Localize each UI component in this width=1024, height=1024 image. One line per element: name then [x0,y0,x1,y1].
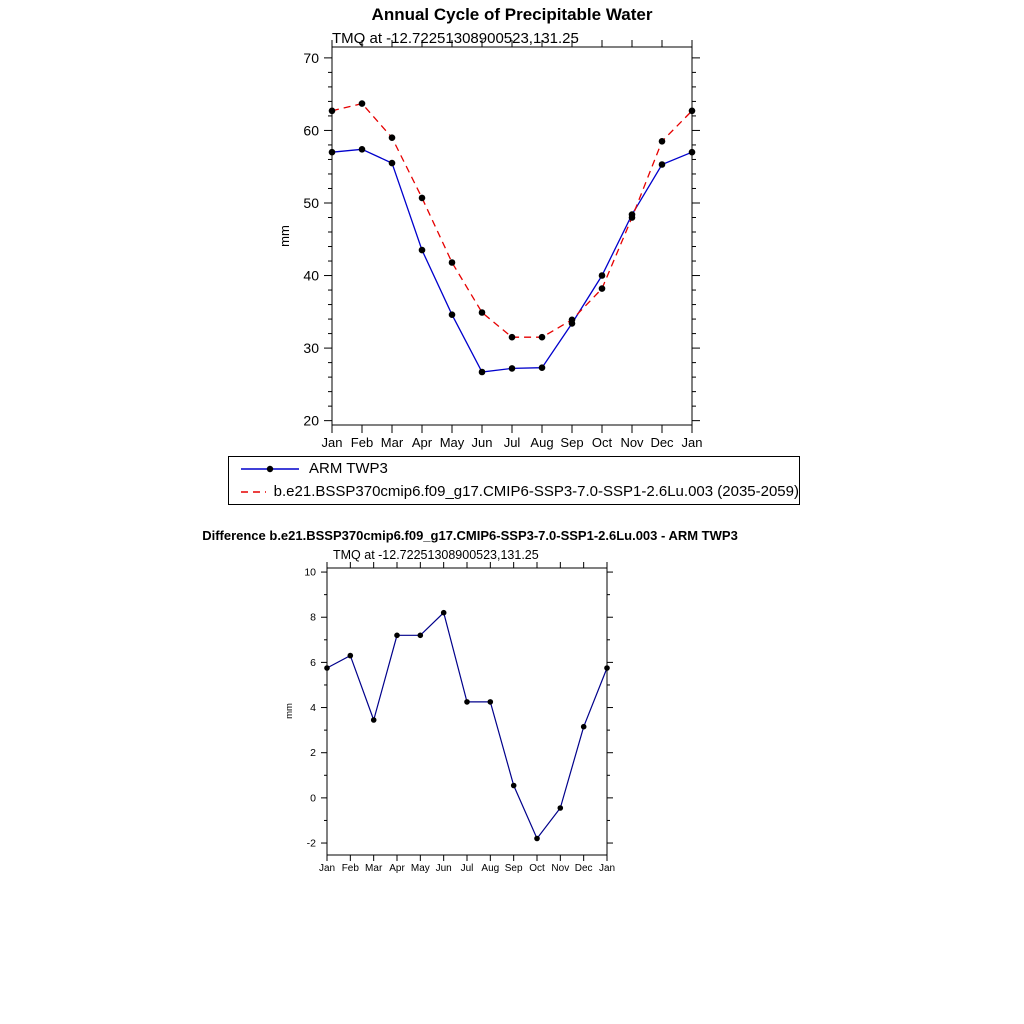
x-tick-label: Jan [318,863,336,874]
data-point [599,285,606,292]
y-axis-label: mm [277,225,292,247]
data-point [534,836,540,842]
data-point [449,259,456,266]
data-point [389,134,396,141]
data-point [371,717,377,723]
data-point [418,633,424,639]
data-point [599,272,606,279]
legend-label-arm-twp3: ARM TWP3 [309,460,388,477]
data-point [539,334,546,341]
plot-frame [327,568,607,855]
data-point [659,161,666,168]
data-point [359,146,366,153]
x-tick-label: Jan [598,863,616,874]
x-tick-label: May [439,435,465,450]
x-tick-label: Nov [551,863,570,874]
x-tick-label: Jul [460,863,474,874]
data-point [329,149,336,156]
x-tick-label: Dec [574,863,593,874]
data-point [441,610,447,616]
x-tick-label: Oct [529,863,545,874]
data-point [464,699,470,705]
x-tick-label: Mar [365,863,383,874]
legend-item-arm-twp3 [239,458,799,480]
y-tick-label: 0 [310,792,316,805]
legend-line-sample-model [239,485,266,499]
data-point [604,665,610,671]
data-point [629,214,636,221]
y-tick-label: 4 [310,702,316,715]
series-line [327,613,607,839]
top-chart-title: Annual Cycle of Precipitable Water [371,5,653,24]
data-point [419,195,426,202]
x-tick-label: Dec [650,435,674,450]
y-tick-label: 6 [310,656,316,669]
x-tick-label: Nov [620,435,644,450]
difference-line-chart [240,560,700,890]
data-point [419,247,426,254]
data-point [479,369,486,376]
data-point [359,100,366,107]
x-tick-label: Feb [341,863,359,874]
x-tick-label: Mar [380,435,404,450]
legend-marker [267,466,273,472]
legend-label-model: b.e21.BSSP370cmip6.f09_g17.CMIP6-SSP3-7.0-SSP1-2.6Lu.003 (2035-2059) [273,483,799,500]
series-line [332,104,692,338]
data-point [569,317,576,324]
y-tick-label: 20 [303,412,319,429]
data-point [394,633,400,639]
legend-line-sample-arm-twp3 [239,462,301,476]
data-point [329,108,336,115]
data-point [509,365,516,372]
x-tick-label: Sep [504,863,523,874]
x-tick-label: May [410,863,430,874]
y-tick-label: -2 [306,837,316,850]
y-tick-label: 2 [310,747,316,760]
y-tick-label: 70 [303,49,319,66]
x-tick-label: Jun [471,435,493,450]
data-point [389,160,396,167]
data-point [479,309,486,316]
x-tick-label: Jan [321,435,343,450]
x-tick-label: Jun [435,863,452,874]
y-tick-label: 30 [303,340,319,357]
data-point [539,364,546,371]
data-point [348,653,354,659]
data-point [488,699,494,705]
y-tick-label: 10 [304,566,316,579]
legend-item-model [239,481,799,503]
x-tick-label: Jul [503,435,521,450]
data-point [449,311,456,318]
y-tick-label: 40 [303,267,319,284]
legend [228,456,800,505]
difference-chart-title: Difference b.e21.BSSP370cmip6.f09_g17.CMIP6-SSP3-7.0-SSP1-2.6Lu.003 - ARM TWP3 [202,528,738,543]
x-tick-label: Aug [530,435,554,450]
y-axis-label: mm [284,703,295,719]
y-tick-label: 50 [303,194,319,211]
x-tick-label: Feb [350,435,374,450]
data-point [581,724,587,730]
x-tick-label: Jan [681,435,703,450]
data-point [558,805,564,811]
x-tick-label: Aug [481,863,500,874]
y-tick-label: 60 [303,122,319,139]
x-tick-label: Sep [560,435,584,450]
x-tick-label: Apr [411,435,433,450]
top-chart-subtitle: TMQ at -12.72251308900523,131.25 [332,30,579,47]
data-point [659,138,666,145]
x-tick-label: Oct [591,435,613,450]
y-tick-label: 8 [310,611,316,624]
difference-chart-subtitle: TMQ at -12.72251308900523,131.25 [333,548,539,562]
data-point [324,665,330,671]
data-point [689,149,696,156]
data-point [511,783,517,789]
x-tick-label: Apr [389,863,405,874]
data-point [689,108,696,115]
data-point [509,334,516,341]
annual-cycle-line-chart [240,40,800,460]
